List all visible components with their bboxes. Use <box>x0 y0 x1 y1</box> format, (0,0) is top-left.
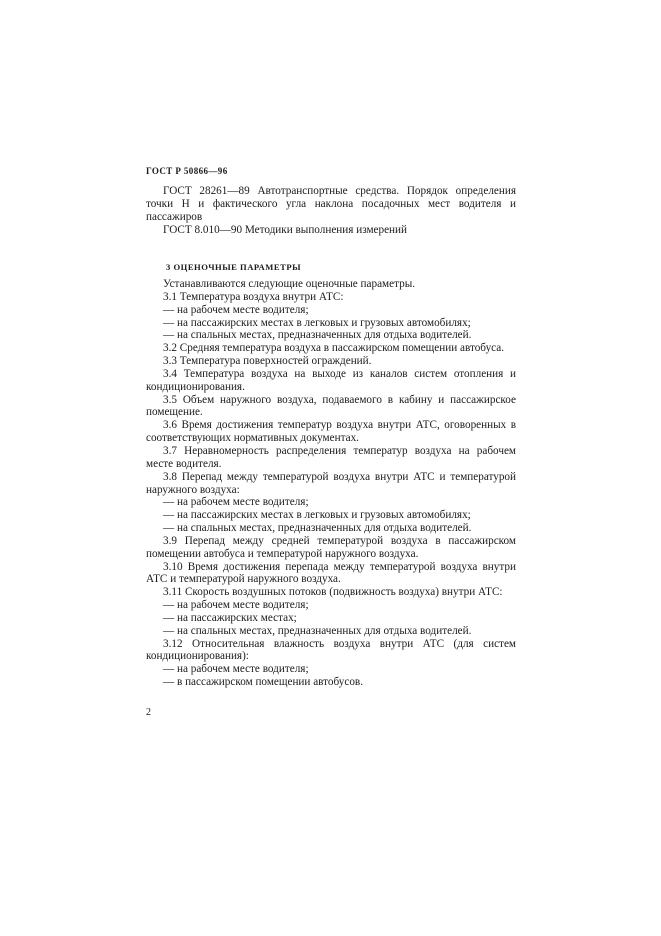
list-item: — на пассажирских местах; <box>163 611 297 624</box>
paragraph: 3.10 Время достижения перепада между температурой воздуха внутри АТС и температурой наружного воздуха. <box>146 560 516 586</box>
paragraph: 3.8 Перепад между температурой воздуха внутри АТС и температурой наружного воздуха: <box>146 470 516 496</box>
section-title: 3 ОЦЕНОЧНЫЕ ПАРАМЕТРЫ <box>166 262 302 272</box>
section-body <box>146 278 516 689</box>
list-item: — в пассажирском помещении автобусов. <box>163 676 364 689</box>
list-item: — на рабочем месте водителя; <box>163 496 309 509</box>
paragraph: 3.7 Неравномерность распределения температур воздуха на рабочем месте водителя. <box>146 444 516 470</box>
list-item: — на рабочем месте водителя; <box>163 599 309 612</box>
list-item: — на пассажирских местах в легковых и грузовых автомобилях; <box>163 509 471 522</box>
paragraph: 3.5 Объем наружного воздуха, подаваемого в кабину и пассажирское помещение. <box>146 393 516 419</box>
list-item: — на пассажирских местах в легковых и грузовых автомобилях; <box>163 316 471 329</box>
paragraph: 3.12 Относительная влажность воздуха внутри АТС (для систем кондиционирования): <box>146 637 516 663</box>
page-number: 2 <box>146 707 151 718</box>
paragraph: 3.9 Перепад между средней температурой воздуха в пассажирском помещении автобуса и температурой наружного воздуха. <box>146 534 516 560</box>
paragraph: 3.2 Средняя температура воздуха в пассажирском помещении автобуса. <box>163 342 505 355</box>
paragraph: Устанавливаются следующие оценочные параметры. <box>163 278 416 290</box>
references-block <box>146 185 516 236</box>
reference-item: ГОСТ 28261—89 Автотранспортные средства. Порядок определения точки Н и фактического угла наклона посадочных мест водителя и пассажиров <box>146 185 516 223</box>
list-item: — на рабочем месте водителя; <box>163 303 309 316</box>
list-item: — на спальных местах, предназначенных для отдыха водителей. <box>163 522 472 535</box>
paragraph: 3.1 Температура воздуха внутри АТС: <box>163 290 344 303</box>
paragraph: 3.6 Время достижения температур воздуха внутри АТС, оговоренных в соответствующих нормативных документах. <box>146 419 516 445</box>
reference-item: ГОСТ 8.010—90 Методики выполнения измерений <box>163 223 408 236</box>
list-item: — на спальных местах, предназначенных для отдыха водителей. <box>163 329 472 342</box>
document-code-header: ГОСТ Р 50866—96 <box>146 166 228 176</box>
list-item: — на спальных местах, предназначенных для отдыха водителей. <box>163 624 472 637</box>
paragraph: 3.3 Температура поверхностей ограждений. <box>163 355 372 368</box>
paragraph: 3.11 Скорость воздушных потоков (подвижность воздуха) внутри АТС: <box>163 586 503 599</box>
list-item: — на рабочем месте водителя; <box>163 663 309 676</box>
paragraph: 3.4 Температура воздуха на выходе из каналов систем отопления и кондиционирования. <box>146 367 516 393</box>
